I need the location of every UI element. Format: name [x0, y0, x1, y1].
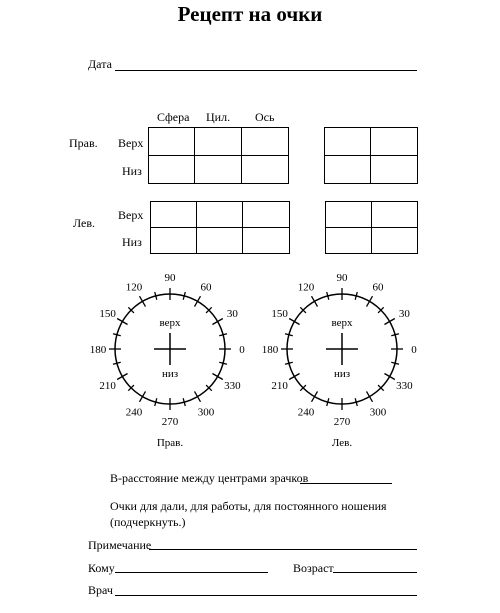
right-dial-degree-label: 120 — [125, 281, 143, 294]
left-top-cylinder-cell[interactable] — [197, 202, 243, 228]
left-dial-tick — [367, 391, 373, 401]
right-eye-axis-dial[interactable] — [90, 272, 246, 449]
right-bottom-sphere-cell[interactable] — [149, 156, 195, 184]
right-dial-tick — [140, 296, 146, 306]
left-eye-row-bottom: Низ — [122, 235, 142, 249]
left-bottom-axis-cell[interactable] — [243, 228, 289, 254]
left-dial-tick — [289, 374, 299, 380]
doctor-label: Врач — [88, 583, 113, 597]
left-dial-degree-label: 300 — [369, 406, 387, 419]
left-dial-bottom-label: низ — [333, 368, 351, 380]
right-dial-tick — [195, 296, 201, 306]
right-dial-degree-label: 210 — [99, 380, 116, 392]
left-dial-degree-label: 210 — [271, 380, 288, 392]
right-top-axis-cell[interactable] — [242, 128, 288, 156]
left-dial-tick — [289, 319, 299, 325]
recipient-field[interactable] — [115, 572, 268, 573]
right-dial-bottom-label: низ — [161, 368, 179, 380]
pupillary-distance-label: В-расстояние между центрами зрачков — [110, 471, 309, 485]
left-dial-degree-label: 90 — [336, 272, 348, 284]
page-title: Рецепт на очки — [177, 2, 323, 26]
note-label: Примечание — [88, 538, 152, 552]
right-top-cylinder-cell[interactable] — [195, 128, 241, 156]
left-top-axis-cell[interactable] — [243, 202, 289, 228]
right-dial-degree-label: 60 — [200, 281, 212, 294]
right-dial-tick — [117, 319, 127, 325]
left-dial-degree-label: 270 — [333, 416, 351, 428]
right-extra-cell[interactable] — [325, 128, 371, 156]
right-dial-degree-label: 270 — [161, 416, 179, 428]
right-top-sphere-cell[interactable] — [149, 128, 195, 156]
column-header-axis: Ось — [255, 110, 275, 124]
usage-note: (подчеркнуть.) — [110, 515, 186, 529]
left-eye-axis-dial[interactable] — [262, 272, 418, 449]
right-extra-cell[interactable] — [371, 128, 417, 156]
left-dial-degree-label: 120 — [297, 281, 315, 294]
recipient-label: Кому — [88, 561, 115, 575]
left-dial-degree-label: 60 — [372, 281, 384, 294]
pupillary-distance-field[interactable] — [300, 483, 392, 484]
right-eye-prescription-table — [148, 127, 289, 184]
left-eye-prescription-table — [150, 201, 290, 254]
left-extra-cell[interactable] — [326, 228, 372, 254]
left-dial-top-label: верх — [331, 317, 353, 329]
right-bottom-cylinder-cell[interactable] — [195, 156, 241, 184]
right-dial-tick — [212, 374, 222, 380]
right-dial-caption: Прав. — [156, 437, 184, 449]
usage-text: Очки для дали, для работы, для постоянного ношения — [110, 499, 387, 513]
right-extra-cell[interactable] — [371, 156, 417, 184]
left-dial-degree-label: 240 — [297, 406, 315, 419]
left-dial-degree-label: 30 — [398, 308, 410, 320]
right-extra-cell[interactable] — [325, 156, 371, 184]
age-field[interactable] — [333, 572, 417, 573]
right-dial-degree-label: 0 — [239, 344, 245, 356]
axis-dials — [0, 265, 500, 460]
left-eye-extra-table — [325, 201, 418, 254]
left-dial-tick — [384, 319, 394, 325]
left-dial-tick — [312, 296, 318, 306]
left-eye-row-top: Верх — [118, 208, 144, 222]
date-field[interactable] — [115, 70, 417, 71]
column-header-sphere: Сфера — [157, 110, 190, 124]
note-field[interactable] — [149, 549, 417, 550]
left-dial-caption: Лев. — [331, 437, 353, 449]
right-dial-tick — [140, 391, 146, 401]
right-dial-degree-label: 30 — [226, 308, 238, 320]
right-dial-top-label: верх — [159, 317, 181, 329]
left-eye-label: Лев. — [73, 216, 96, 230]
right-bottom-axis-cell[interactable] — [242, 156, 288, 184]
left-bottom-sphere-cell[interactable] — [151, 228, 197, 254]
right-eye-extra-table — [324, 127, 418, 184]
left-dial-tick — [367, 296, 373, 306]
left-dial-degree-label: 0 — [411, 344, 417, 356]
right-eye-row-top: Верх — [118, 136, 144, 150]
left-dial-degree-label: 150 — [271, 308, 288, 320]
left-top-sphere-cell[interactable] — [151, 202, 197, 228]
right-dial-degree-label: 180 — [89, 344, 107, 356]
column-header-cylinder: Цил. — [206, 110, 231, 124]
right-dial-tick — [117, 374, 127, 380]
right-dial-degree-label: 330 — [224, 380, 241, 392]
right-dial-tick — [212, 319, 222, 325]
right-dial-degree-label: 240 — [125, 406, 143, 419]
left-extra-cell[interactable] — [326, 202, 372, 228]
left-dial-tick — [384, 374, 394, 380]
right-dial-degree-label: 90 — [164, 272, 176, 284]
age-label: Возраст — [293, 561, 334, 575]
right-eye-row-bottom: Низ — [122, 164, 142, 178]
left-dial-degree-label: 330 — [396, 380, 413, 392]
right-dial-tick — [195, 391, 201, 401]
left-extra-cell[interactable] — [372, 228, 418, 254]
right-dial-degree-label: 300 — [197, 406, 215, 419]
left-dial-degree-label: 180 — [261, 344, 279, 356]
left-bottom-cylinder-cell[interactable] — [197, 228, 243, 254]
right-dial-degree-label: 150 — [99, 308, 116, 320]
doctor-field[interactable] — [115, 595, 417, 596]
left-dial-tick — [312, 391, 318, 401]
right-eye-label: Прав. — [69, 136, 98, 150]
date-label: Дата — [88, 57, 112, 71]
left-extra-cell[interactable] — [372, 202, 418, 228]
